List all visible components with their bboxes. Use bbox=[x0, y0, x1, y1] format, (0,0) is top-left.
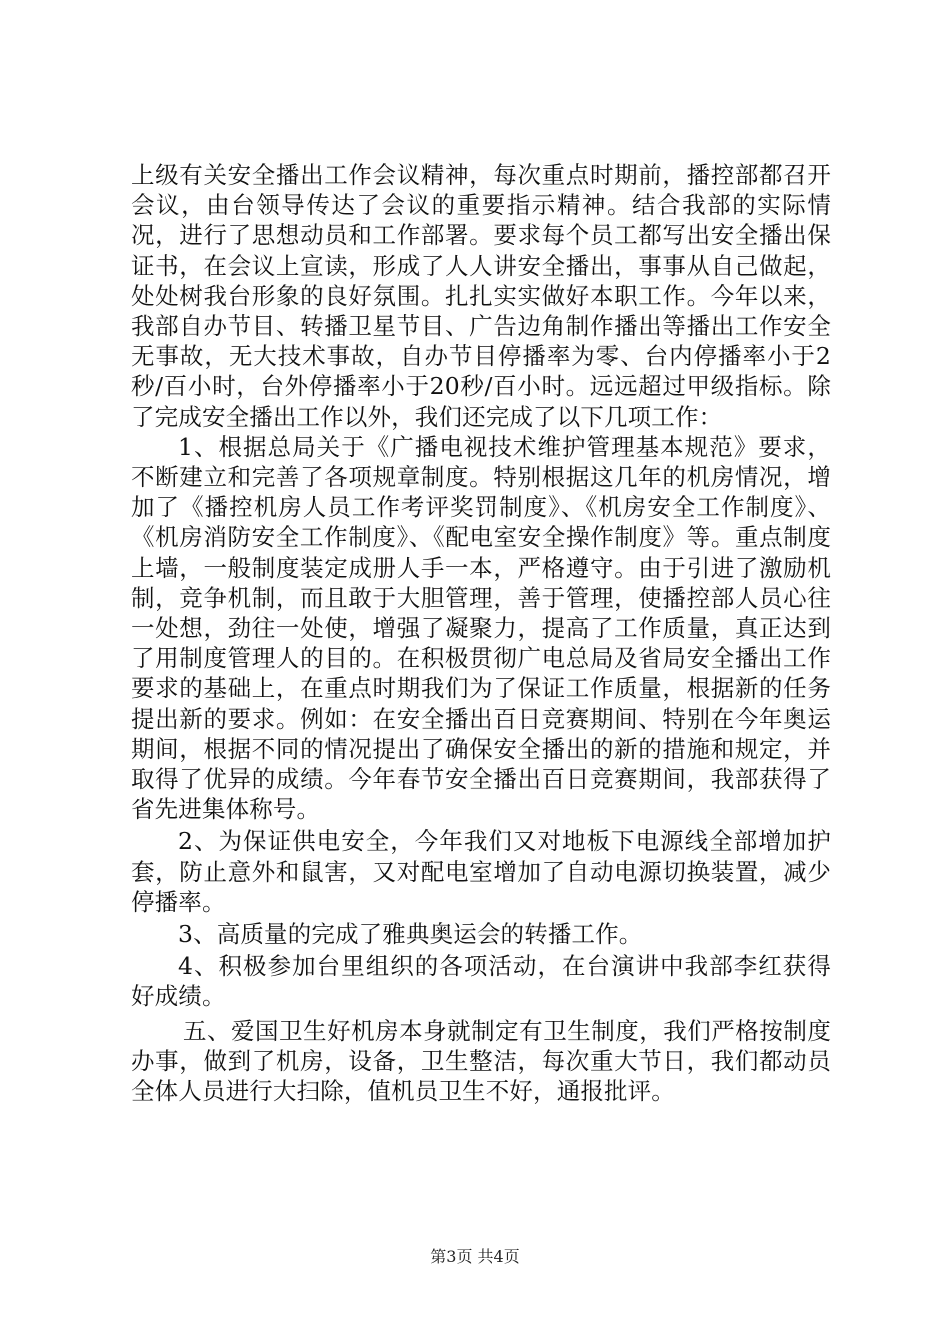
paragraph-item-4: 4、积极参加台里组织的各项活动，在台演讲中我部李红获得好成绩。 bbox=[131, 952, 831, 1011]
document-body bbox=[131, 160, 831, 1106]
paragraph-item-5: 五、爱国卫生好机房本身就制定有卫生制度，我们严格按制度办事，做到了机房，设备，卫生整洁，每次重大节日，我们都动员全体人员进行大扫除，值机员卫生不好，通报批评。 bbox=[131, 1016, 831, 1106]
paragraph-item-2: 2、为保证供电安全，今年我们又对地板下电源线全部增加护套，防止意外和鼠害，又对配电室增加了自动电源切换装置，减少停播率。 bbox=[131, 827, 831, 916]
paragraph-item-3: 3、高质量的完成了雅典奥运会的转播工作。 bbox=[178, 920, 643, 949]
paragraph-item-1: 1、根据总局关于《广播电视技术维护管理基本规范》要求，不断建立和完善了各项规章制度。特别根据这几年的机房情况，增加了《播控机房人员工作考评奖罚制度》、《机房安全工作制度》、《机房消防安全工作制度》、《配电室安全操作制度》等。重点制度上墙，一般制度装定成册人手一本，严格遵守。由于引进了激励机制，竞争机制，而且敢于大胆管理，善于管理，使播控部人员心往一处想，劲往一处使，增强了凝聚力，提高了工作质量，真正达到了用制度管理人的目的。在积极贯彻广电总局及省局安全播出工作要求的基础上，在重点时期我们为了保证工作质量，根据新的任务提出新的要求。例如：在安全播出百日竞赛期间、特别在今年奥运期间，根据不同的情况提出了确保安全播出的新的措施和规定，并取得了优异的成绩。今年春节安全播出百日竞赛期间，我部获得了省先进集体称号。 bbox=[131, 432, 831, 824]
page-number-footer: 第3页 共4页 bbox=[430, 1247, 520, 1266]
paragraph-continuation: 上级有关安全播出工作会议精神，每次重点时期前，播控部都召开会议，由台领导传达了会议的重要指示精神。结合我部的实际情况，进行了思想动员和工作部署。要求每个员工都写出安全播出保证书，在会议上宣读，形成了人人讲安全播出，事事从自己做起，处处树我台形象的良好氛围。扎扎实实做好本职工作。今年以来，我部自办节目、转播卫星节目、广告边角制作播出等播出工作安全无事故，无大技术事故，自办节目停播率为零、台内停播率小于2秒/百小时，台外停播率小于20秒/百小时。远远超过甲级指标。除了完成安全播出工作以外，我们还完成了以下几项工作： bbox=[131, 161, 831, 431]
